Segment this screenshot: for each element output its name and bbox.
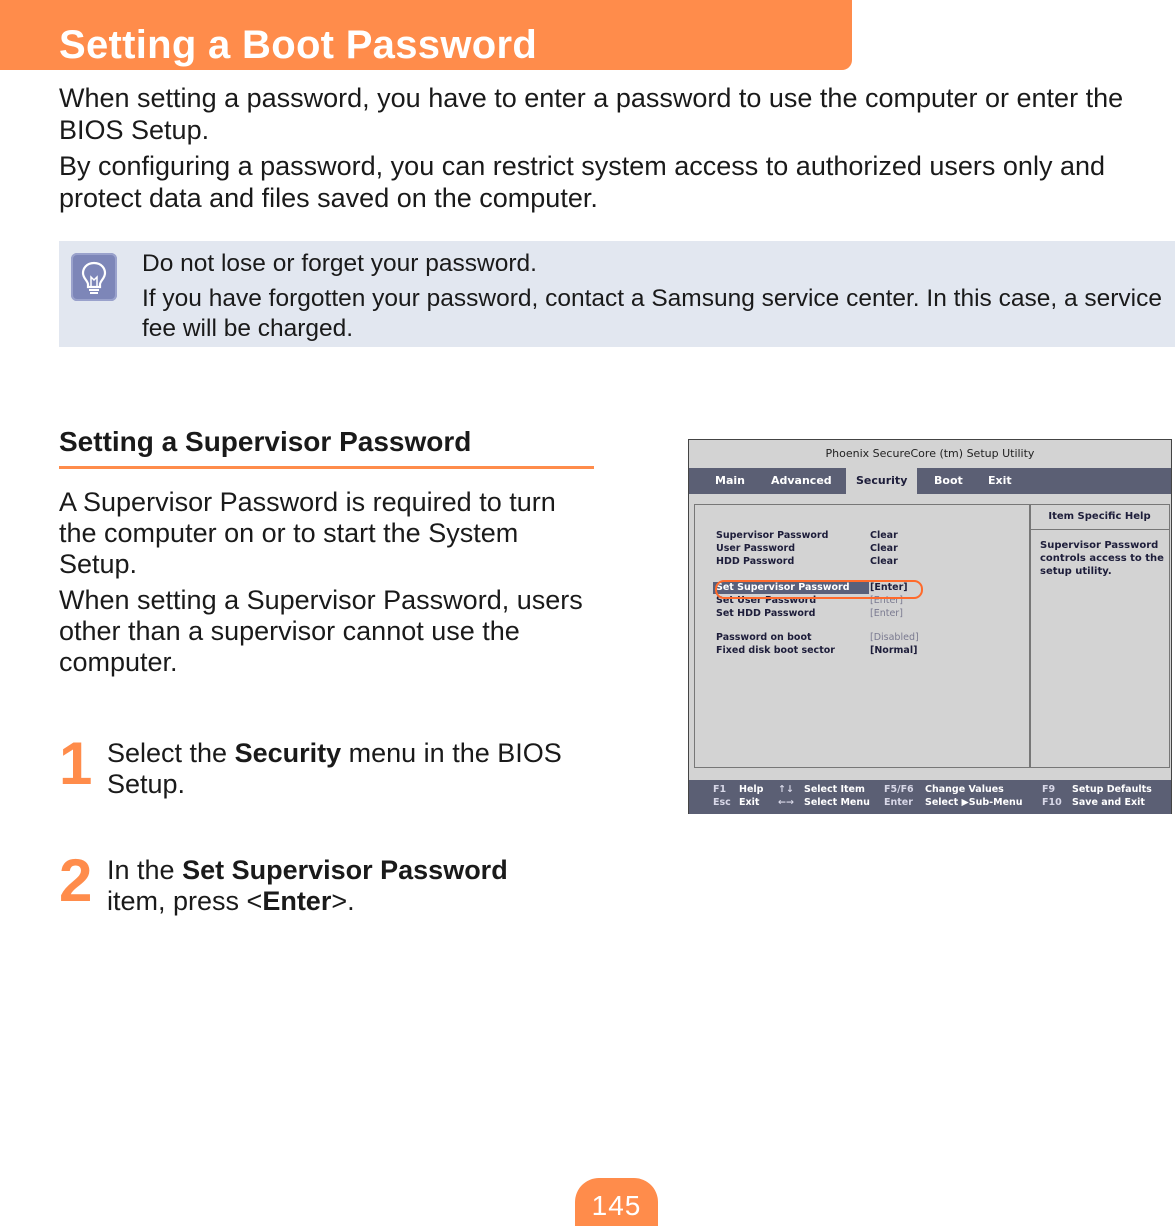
bios-title: Phoenix SecureCore (tm) Setup Utility bbox=[825, 447, 1035, 460]
section-heading: Setting a Supervisor Password bbox=[59, 424, 594, 469]
intro-paragraph: By configuring a password, you can restrict system access to authorized users only and protect data and files saved on the computer. bbox=[59, 151, 1105, 213]
intro-paragraph: When setting a password, you have to enter a password to use the computer or enter the BIOS Setup. bbox=[59, 83, 1124, 145]
bios-footer bbox=[689, 780, 1171, 814]
bios-row-label: Set HDD Password bbox=[716, 608, 816, 619]
bios-row-value: [Enter] bbox=[870, 608, 903, 619]
bios-row-label: Set User Password bbox=[716, 595, 817, 606]
bios-row-value: Clear bbox=[870, 556, 898, 567]
intro-text bbox=[59, 82, 1175, 218]
bios-help-title: Item Specific Help bbox=[1030, 505, 1169, 530]
bios-key-label: Exit bbox=[739, 797, 760, 808]
bios-key-label: Change Values bbox=[925, 784, 1004, 795]
bios-row-label: HDD Password bbox=[716, 556, 795, 567]
bios-menu-boot: Boot bbox=[934, 474, 963, 487]
bios-key: Enter bbox=[884, 797, 913, 808]
bios-menu-main: Main bbox=[715, 474, 745, 487]
bios-row-value: [Enter] bbox=[870, 582, 908, 593]
bios-key: ←→ bbox=[778, 797, 794, 808]
bios-key: F10 bbox=[1042, 797, 1062, 808]
section-paragraph: When setting a Supervisor Password, users other than a supervisor cannot use the computer. bbox=[59, 585, 583, 677]
bios-menu-advanced: Advanced bbox=[771, 474, 832, 487]
bios-key-label: Save and Exit bbox=[1072, 797, 1145, 808]
lightbulb-icon bbox=[71, 253, 117, 301]
bios-screenshot bbox=[688, 439, 1172, 814]
bios-key: F5/F6 bbox=[884, 784, 914, 795]
bios-key-label: Select Menu bbox=[804, 797, 870, 808]
bios-menu-security: Security bbox=[846, 468, 917, 494]
bios-key: F9 bbox=[1042, 784, 1056, 795]
bios-row-value: Clear bbox=[870, 530, 898, 541]
bios-row-value: [Enter] bbox=[870, 595, 903, 606]
step-text: Select the Security menu in the BIOS Setup. bbox=[107, 738, 562, 799]
bios-row-label: Set Supervisor Password bbox=[716, 582, 850, 593]
bios-key-label: Setup Defaults bbox=[1072, 784, 1152, 795]
step-number: 1 bbox=[59, 730, 93, 797]
note-box bbox=[59, 241, 1175, 347]
bios-help-panel bbox=[1029, 504, 1170, 768]
bios-row-label: Password on boot bbox=[716, 632, 812, 643]
bios-row-label: Fixed disk boot sector bbox=[716, 645, 835, 656]
bios-row-label: Supervisor Password bbox=[716, 530, 829, 541]
bios-key-label: Help bbox=[739, 784, 764, 795]
bios-key-label: Select Item bbox=[804, 784, 865, 795]
step-number: 2 bbox=[59, 847, 93, 914]
bios-key: ↑↓ bbox=[778, 784, 794, 795]
step-text: In the Set Supervisor Password item, press <Enter>. bbox=[107, 855, 508, 916]
bios-key: Esc bbox=[713, 797, 731, 808]
note-line: Do not lose or forget your password. bbox=[142, 250, 537, 277]
bios-menu-exit: Exit bbox=[988, 474, 1012, 487]
bios-menubar bbox=[689, 468, 1171, 494]
bios-key-label: Select ▶Sub-Menu bbox=[925, 797, 1023, 808]
bios-row-label: User Password bbox=[716, 543, 796, 554]
highlight-circle bbox=[715, 580, 923, 599]
section-body bbox=[59, 487, 599, 683]
bios-key: F1 bbox=[713, 784, 727, 795]
page-title: Setting a Boot Password bbox=[59, 23, 538, 67]
bios-row-value: [Normal] bbox=[870, 645, 918, 656]
bios-row-value: Clear bbox=[870, 543, 898, 554]
bios-help-text: Supervisor Password controls access to the setup utility. bbox=[1040, 540, 1164, 577]
section-paragraph: A Supervisor Password is required to turn the computer on or to start the System Setup. bbox=[59, 487, 556, 579]
page-number: 145 bbox=[591, 1190, 642, 1221]
bios-row-value: [Disabled] bbox=[870, 632, 919, 643]
note-line: If you have forgotten your password, contact a Samsung service center. In this case, a service fee will be charged. bbox=[142, 285, 1162, 342]
